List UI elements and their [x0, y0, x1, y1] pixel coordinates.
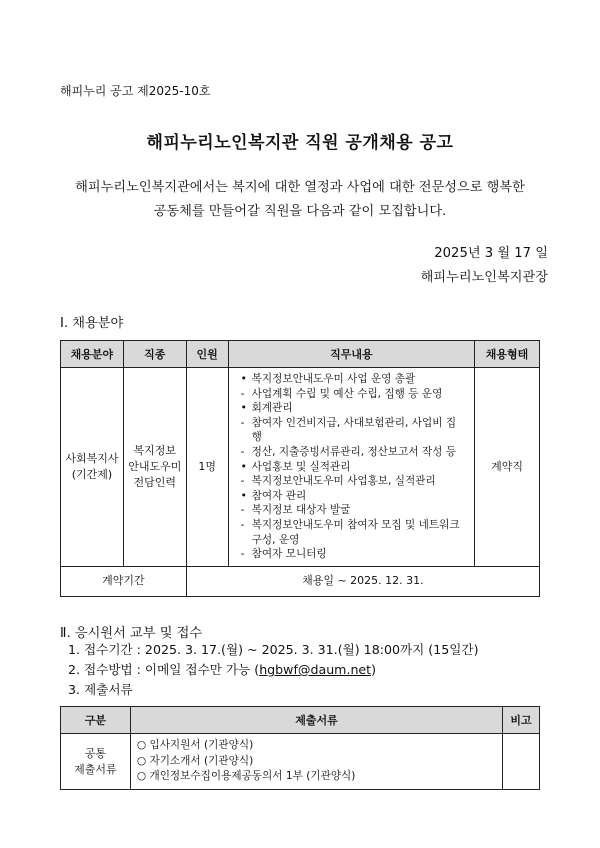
- header-job-type: 직종: [123, 341, 186, 368]
- header-note: 비고: [503, 707, 540, 734]
- documents-table: [60, 706, 540, 790]
- duties-cell: [228, 368, 474, 567]
- documents-list: [131, 735, 502, 788]
- table-row: [61, 368, 540, 567]
- note-cell: [503, 734, 540, 790]
- intro-paragraph: [40, 176, 560, 224]
- contract-period-label: 계약기간: [61, 566, 187, 596]
- list-item: - 참여자 인건비지급, 사대보험관리, 사업비 집행: [240, 416, 457, 444]
- list-item: ○ 자기소개서 (기관양식): [136, 754, 254, 767]
- list-item: - 복지정보안내도우미 사업홍보, 실적관리: [240, 475, 436, 488]
- intro-line: 해피누리노인복지관에서는 복지에 대한 열정과 사업에 대한 전문성으로 행복한: [75, 180, 525, 195]
- list-item: - 복지정보안내도우미 참여자 모집 및 네트워크: [240, 518, 460, 531]
- header-category: 구분: [61, 707, 131, 734]
- list-item: - 복지정보 대상자 발굴: [240, 504, 351, 517]
- email-link[interactable]: hgbwf@daum.net: [259, 662, 372, 677]
- list-item: • 회계관리: [240, 402, 293, 415]
- list-item: - 사업계획 수립 및 예산 수립, 집행 등 운영: [240, 387, 443, 400]
- application-method: 2. 접수방법 : 이메일 접수만 가능 (hgbwf@daum.net): [68, 662, 377, 677]
- list-item: ○ 입사지원서 (기관양식): [136, 739, 254, 752]
- documents-cell: [130, 734, 502, 790]
- headcount-cell: 1명: [186, 368, 228, 567]
- employment-type-cell: 계약직: [475, 368, 540, 567]
- duties-list: [229, 368, 474, 566]
- documents-heading: 3. 제출서류: [68, 682, 133, 697]
- list-item: • 참여자 관리: [240, 489, 307, 502]
- intro-line: 공동체를 만들어갈 직원을 다음과 같이 모집합니다.: [153, 204, 447, 219]
- application-period: 1. 접수기간 : 2025. 3. 17.(월) ~ 2025. 3. 31.(월) 18:00까지 (15일간): [68, 642, 479, 657]
- field-cell: 사회복지사 (기간제): [61, 368, 124, 567]
- issuer-name: 해피누리노인복지관장: [420, 270, 548, 285]
- header-employment-type: 채용형태: [475, 341, 540, 368]
- application-steps: [68, 640, 479, 700]
- table-header-row: [61, 707, 540, 734]
- header-field: 채용분야: [61, 341, 124, 368]
- table-row: [61, 566, 540, 596]
- category-cell: 공통 제출서류: [61, 734, 131, 790]
- header-duties: 직무내용: [228, 341, 474, 368]
- job-type-cell: 복지정보 안내도우미 전담인력: [123, 368, 186, 567]
- notice-date: 2025년 3 월 17 일: [434, 246, 548, 261]
- list-item: ○ 개인정보수집이용제공동의서 1부 (기관양식): [136, 770, 356, 783]
- list-item: - 참여자 모니터링: [240, 548, 327, 561]
- header-documents: 제출서류: [130, 707, 502, 734]
- contract-period-value: 채용일 ~ 2025. 12. 31.: [186, 566, 539, 596]
- section-heading-recruitment: Ⅰ. 채용분야: [60, 316, 124, 331]
- notice-number: 해피누리 공고 제2025-10호: [60, 84, 211, 98]
- list-item: • 사업홍보 및 실적관리: [240, 460, 351, 473]
- recruitment-table: [60, 340, 540, 597]
- page-title: 해피누리노인복지관 직원 공개채용 공고: [146, 133, 454, 153]
- list-item: • 복지정보안내도우미 사업 운영 총괄: [240, 373, 416, 385]
- header-headcount: 인원: [186, 341, 228, 368]
- list-item: 구성, 운영: [251, 533, 300, 546]
- table-header-row: [61, 341, 540, 368]
- section-heading-application: Ⅱ. 응시원서 교부 및 접수: [60, 626, 203, 641]
- list-item: - 정산, 지출증빙서류관리, 정산보고서 작성 등: [240, 445, 457, 458]
- table-row: [61, 734, 540, 790]
